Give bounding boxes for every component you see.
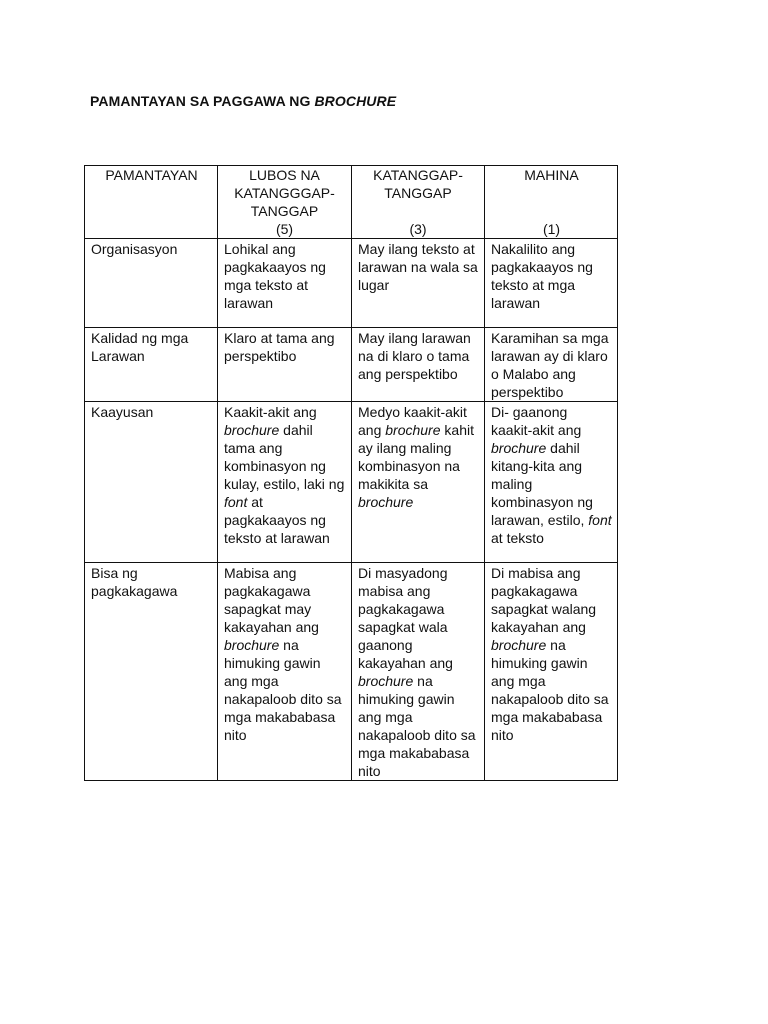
cell-italic-text: font: [224, 494, 248, 510]
cell-text: Di- gaanong kaakit-akit ang: [491, 404, 582, 438]
cell-text: kahit ay ilang maling kombinasyon na makikita sa: [358, 422, 474, 492]
cell-text: na himuking gawin ang mga nakapaloob dito sa mga makababasa nito: [224, 637, 342, 743]
cell-text: Di masyadong mabisa ang pagkakagawa sapagkat wala gaanong kakayahan ang: [358, 565, 453, 671]
score-5-cell: [218, 563, 352, 781]
header-score: (1): [542, 221, 561, 237]
cell-text: dahil kitang-kita ang maling kombinasyon ng larawan, estilo,: [491, 440, 593, 528]
cell-italic-text: brochure: [224, 422, 280, 438]
cell-text: Di mabisa ang pagkakagawa sapagkat walang kakayahan ang: [491, 565, 597, 635]
score-3-cell: May ilang teksto at larawan na wala sa lugar: [352, 239, 485, 328]
score-1-cell: Karamihan sa mga larawan ay di klaro o Malabo ang perspektibo: [485, 328, 618, 402]
criterion-cell: Bisa ng pagkakagawa: [85, 563, 218, 781]
header-label: MAHINA: [524, 167, 579, 183]
header-score: (3): [409, 221, 427, 237]
score-5-cell: Klaro at tama ang perspektibo: [218, 328, 352, 402]
header-cell-lubos: [218, 166, 352, 239]
cell-text: at pagkakaayos ng teksto at larawan: [224, 494, 330, 546]
cell-italic-text: brochure: [224, 637, 280, 653]
header-label: LUBOS NA KATANGGGAP-TANGGAP: [234, 167, 335, 219]
cell-text: Medyo kaakit-akit ang: [358, 404, 467, 438]
cell-text: na himuking gawin ang mga nakapaloob dito sa mga makababasa nito: [491, 637, 609, 743]
table-row: [85, 402, 618, 563]
cell-italic-text: brochure: [358, 673, 414, 689]
cell-italic-text: font: [588, 512, 612, 528]
score-3-cell: [352, 402, 485, 563]
score-5-cell: Lohikal ang pagkakaayos ng mga teksto at larawan: [218, 239, 352, 328]
cell-text: dahil tama ang kombinasyon ng kulay, estilo, laki ng: [224, 422, 345, 492]
cell-italic-text: brochure: [491, 440, 547, 456]
score-3-cell: [352, 563, 485, 781]
table-row: [85, 239, 618, 328]
rubric-table: [84, 165, 618, 781]
cell-text: at teksto: [491, 530, 544, 546]
table-row: [85, 328, 618, 402]
cell-text: Mabisa ang pagkakagawa sapagkat may kakayahan ang: [224, 565, 319, 635]
header-label: PAMANTAYAN: [105, 167, 198, 183]
header-cell-mahina: [485, 166, 618, 239]
table-header-row: [85, 166, 618, 239]
cell-text: Kaakit-akit ang: [224, 404, 317, 420]
header-label: KATANGGAP-TANGGAP: [373, 167, 463, 201]
cell-text: na himuking gawin ang mga nakapaloob dito sa mga makababasa nito: [358, 673, 476, 779]
document-title: [90, 93, 396, 109]
score-5-cell: [218, 402, 352, 563]
header-cell-katanggap: [352, 166, 485, 239]
document-title-emphasis: BROCHURE: [314, 93, 397, 109]
document-title-text: PAMANTAYAN SA PAGGAWA NG: [90, 93, 315, 109]
cell-italic-text: brochure: [491, 637, 547, 653]
criterion-cell: Kaayusan: [85, 402, 218, 563]
score-1-cell: Nakalilito ang pagkakaayos ng teksto at mga larawan: [485, 239, 618, 328]
cell-italic-text: brochure: [385, 422, 441, 438]
score-1-cell: [485, 402, 618, 563]
criterion-cell: Organisasyon: [85, 239, 218, 328]
table-row: [85, 563, 618, 781]
header-score: (5): [275, 221, 294, 237]
score-3-cell: May ilang larawan na di klaro o tama ang perspektibo: [352, 328, 485, 402]
score-1-cell: [485, 563, 618, 781]
header-cell-pamantayan: [85, 166, 218, 239]
criterion-cell: Kalidad ng mga Larawan: [85, 328, 218, 402]
cell-italic-text: brochure: [358, 494, 414, 510]
